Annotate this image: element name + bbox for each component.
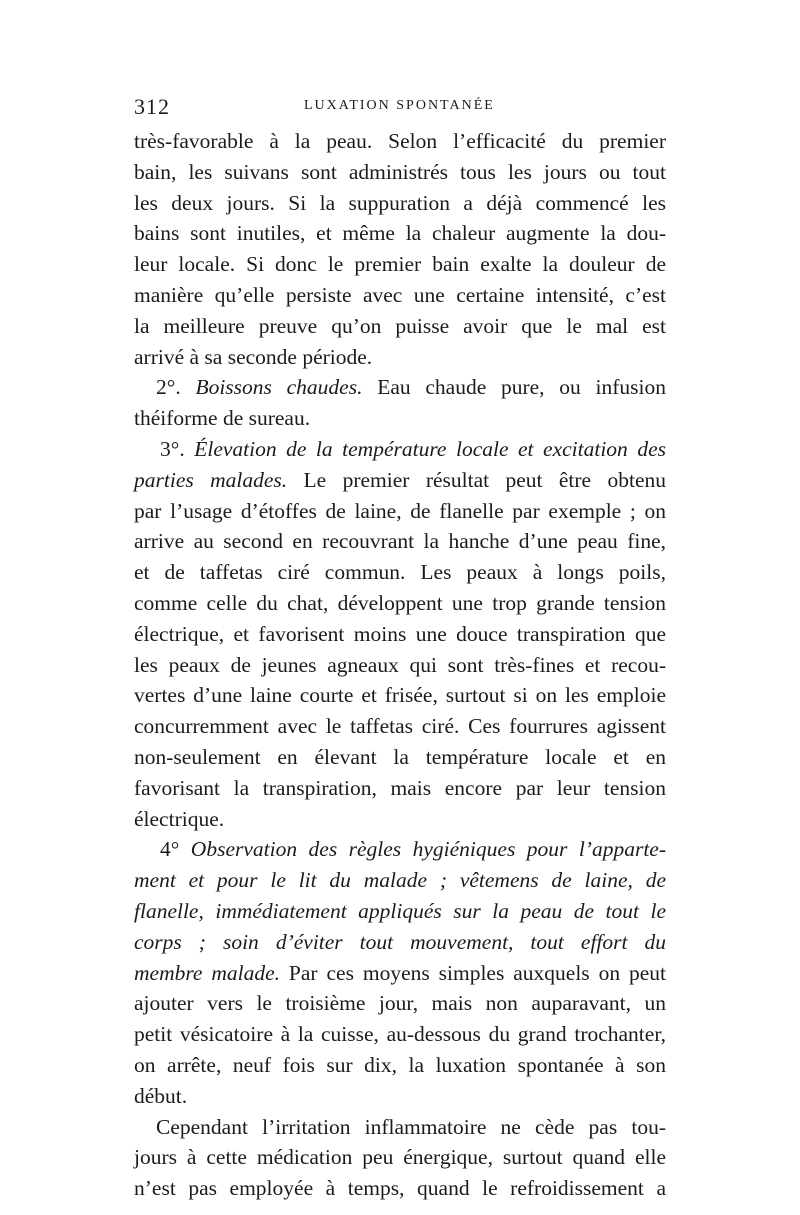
text-line: bains sont inutiles, et même la chaleur augmente la dou-	[134, 221, 666, 246]
text-line: électrique.	[134, 806, 225, 831]
text-line: théiforme de sureau.	[134, 406, 311, 431]
text-line: leur locale. Si donc le premier bain exalte la douleur de	[134, 252, 666, 277]
text-line: concurremment avec le taffetas ciré. Ces fourrures agissent	[134, 714, 666, 739]
text-line: par l’usage d’étoffes de laine, de flanelle par exemple ; on	[134, 498, 666, 523]
body-text	[134, 126, 666, 1204]
text-line: on arrête, neuf fois sur dix, la luxation spontanée à son	[134, 1052, 666, 1077]
text-line: arrivé à sa seconde période.	[134, 344, 373, 369]
text-line: et de taffetas ciré commun. Les peaux à longs poils,	[134, 560, 666, 585]
text-line: n’est pas employée à temps, quand le refroidissement a	[134, 1176, 666, 1201]
text-line: très-favorable à la peau. Selon l’efficacité du premier	[134, 129, 666, 153]
text-line-item-2: 2°. Boissons chaudes. Eau chaude pure, ou infusion	[156, 375, 666, 400]
text-line: vertes d’une laine courte et frisée, surtout si on les emploie	[134, 683, 666, 708]
text-line: arrive au second en recouvrant la hanche d’une peau fine,	[134, 529, 666, 554]
text-line: Cependant l’irritation inflammatoire ne cède pas tou-	[156, 1114, 666, 1139]
text-line-item-3: 3°. Élevation de la température locale et excitation des	[160, 436, 666, 461]
text-line: petit vésicatoire à la cuisse, au-dessous du grand trochanter,	[134, 1022, 666, 1047]
text-line: la meilleure preuve qu’on puisse avoir que le mal est	[134, 313, 666, 338]
text-line: ment et pour le lit du malade ; vêtemens de laine, de	[134, 868, 666, 893]
text-line: parties malades. Le premier résultat peut être obtenu	[134, 467, 666, 492]
text-line: les peaux de jeunes agneaux qui sont très-fines et recou-	[134, 652, 666, 677]
text-line: corps ; soin d’éviter tout mouvement, tout effort du	[134, 929, 666, 954]
text-line: manière qu’elle persiste avec une certaine intensité, c’est	[134, 282, 666, 307]
text-line: jours à cette médication peu énergique, surtout quand elle	[134, 1145, 666, 1170]
text-line: favorisant la transpiration, mais encore par leur tension	[134, 775, 666, 800]
text-line: électrique, et favorisent moins une douce transpiration que	[134, 621, 666, 646]
text-line: flanelle, immédiatement appliqués sur la peau de tout le	[134, 898, 666, 923]
running-head: LUXATION SPONTANÉE	[304, 98, 495, 113]
text-line-item-4: 4° Observation des règles hygiéniques pour l’apparte-	[160, 837, 666, 862]
page-header	[134, 94, 666, 124]
text-line: les deux jours. Si la suppuration a déjà commencé les	[134, 190, 666, 215]
text-line: ajouter vers le troisième jour, mais non auparavant, un	[134, 991, 666, 1016]
text-line: membre malade. Par ces moyens simples auxquels on peut	[134, 960, 666, 985]
text-line: bain, les suivans sont administrés tous les jours ou tout	[134, 159, 666, 184]
text-line: comme celle du chat, développent une trop grande tension	[134, 590, 666, 615]
text-line: non-seulement en élevant la température locale et en	[134, 744, 666, 769]
text-line: début.	[134, 1083, 188, 1108]
page-number: 312	[134, 94, 170, 119]
